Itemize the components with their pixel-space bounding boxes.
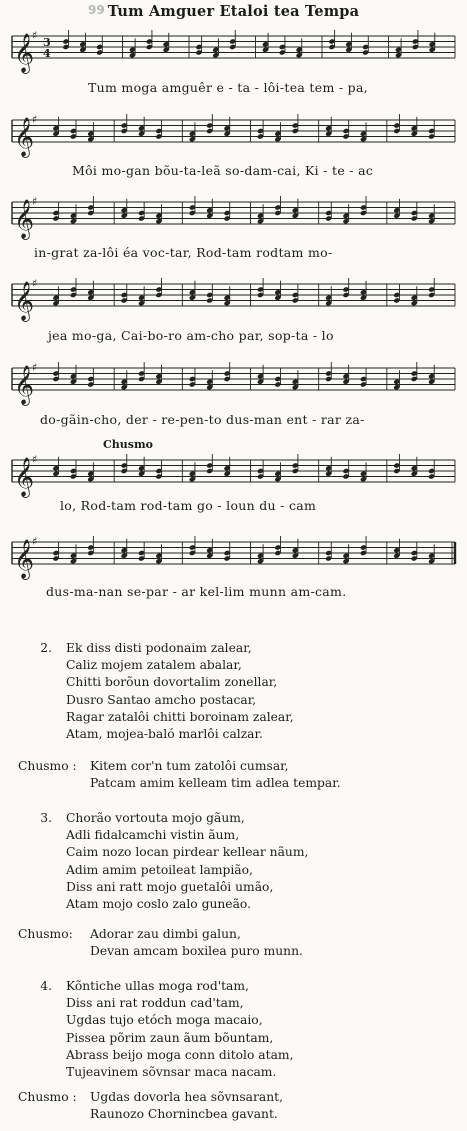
- chorus-line: Raunozo Chornincbea gavant.: [90, 1107, 278, 1122]
- music-system-3: [0, 188, 467, 266]
- page-number: 99: [88, 3, 105, 17]
- verse-line: Ragar zatalôi chitti boroinam zalear,: [66, 709, 294, 724]
- music-system-7: [0, 528, 467, 608]
- svg-text:♯: ♯: [32, 453, 38, 466]
- verse-line: Atam mojo coslo zalo guneão.: [66, 897, 252, 912]
- music-system-6: [0, 438, 467, 522]
- verse-number: 3.: [40, 811, 52, 825]
- music-system-5: [0, 354, 467, 434]
- music-system-1: [0, 22, 467, 100]
- verse-line: Chorão vortouta mojo gãum,: [66, 811, 245, 825]
- verse-number: 4.: [40, 979, 52, 993]
- staff-7: [0, 528, 467, 588]
- lyric-line-5: do-gãin-cho, der - re-pen-to dus-man ent - rar za-: [40, 412, 365, 427]
- chorus-line: Devan amcam boxilea puro munn.: [90, 944, 303, 959]
- svg-text:♯: ♯: [32, 29, 38, 42]
- chorus-line: Patcam amim kelleam tim adlea tempar.: [90, 776, 341, 791]
- lyric-line-4: jea mo-ga, Cai-bo-ro am-cho par, sop-ta - lo: [48, 328, 334, 343]
- verse-line: Caliz mojem zatalem abalar,: [66, 658, 242, 673]
- verse-line: Atam, mojea-baló marlôi calzar.: [66, 727, 263, 742]
- svg-text:𝄞: 𝄞: [14, 365, 35, 405]
- svg-text:♯: ♯: [32, 277, 38, 290]
- chorus-block-2: [0, 758, 467, 798]
- staff-4: [0, 270, 467, 330]
- verse-line: Dusro Santao amcho postacar,: [66, 692, 257, 707]
- lyric-line-6: lo, Rod-tam rod-tam go - loun du - cam: [60, 498, 317, 513]
- staff-2: [0, 106, 467, 166]
- chorus-label: Chusmo :: [18, 1090, 77, 1104]
- verse-line: Ek diss disti podonaim zalear,: [66, 641, 252, 655]
- svg-text:𝄞: 𝄞: [14, 539, 35, 579]
- lyric-line-1: Tum moga amguêr e - ta - lôi-tea tem - pa,: [88, 80, 369, 95]
- svg-text:4: 4: [43, 47, 51, 60]
- svg-text:♯: ♯: [32, 361, 38, 374]
- svg-text:♯: ♯: [32, 113, 38, 126]
- music-system-4: [0, 270, 467, 350]
- chorus-marker: Chusmo: [103, 438, 153, 451]
- svg-text:𝄞: 𝄞: [14, 117, 35, 157]
- verse-line: Ugdas tujo etóch moga macaio,: [66, 1013, 263, 1028]
- chorus-label: Chusmo:: [18, 927, 73, 941]
- chorus-line: Ugdas dovorla hea sõvnsarant,: [90, 1090, 283, 1104]
- verse-line: Diss ani rat roddun cad'tam,: [66, 996, 244, 1011]
- verse-line: Pissea põrim zaun ãum bõuntam,: [66, 1030, 274, 1045]
- verse-line: Diss ani ratt mojo guetalôi umão,: [66, 879, 274, 894]
- staff-5: [0, 354, 467, 414]
- verse-line: Chitti borõun dovortalim zonellar,: [66, 675, 278, 690]
- verse-line: Caim nozo locan pirdear kellear nãum,: [66, 845, 309, 860]
- music-system-2: [0, 106, 467, 184]
- lyric-line-2: Môi mo-gan bõu-ta-leã so-dam-cai, Ki - te - ac: [72, 163, 374, 178]
- verse-3: [0, 810, 467, 930]
- verse-2: [0, 640, 467, 760]
- chorus-label: Chusmo :: [18, 759, 77, 773]
- verse-line: Kõntiche ullas moga rod'tam,: [66, 979, 249, 993]
- chorus-line: Kitem cor'n tum zatolôi cumsar,: [90, 759, 289, 773]
- verse-line: Abrass beijo moga conn ditolo atam,: [66, 1047, 294, 1062]
- verse-4: [0, 978, 467, 1088]
- verse-line: Tujeavinem sõvnsar maca nacam.: [66, 1065, 277, 1080]
- lyric-line-3: in-grat za-lôi éa voc-tar, Rod-tam rodtam mo-: [34, 245, 333, 260]
- svg-text:3: 3: [43, 36, 51, 49]
- chorus-line: Adorar zau dimbi galun,: [90, 927, 241, 941]
- verse-line: Adim amim petoileat lampião,: [66, 862, 253, 877]
- staff-1: [0, 22, 467, 82]
- verse-number: 2.: [40, 641, 52, 655]
- staff-3: [0, 188, 467, 248]
- song-title: Tum Amguer Etaloi tea Tempa: [107, 3, 360, 20]
- svg-text:♯: ♯: [32, 195, 38, 208]
- chorus-block-3: [0, 926, 467, 966]
- svg-text:𝄞: 𝄞: [14, 33, 35, 73]
- chorus-block-4: [0, 1089, 467, 1129]
- svg-text:♯: ♯: [32, 535, 38, 548]
- svg-text:𝄞: 𝄞: [14, 281, 35, 321]
- svg-text:𝄞: 𝄞: [14, 199, 35, 239]
- lyric-line-7: dus-ma-nan se-par - ar kel-lim munn am-cam.: [46, 584, 347, 599]
- verse-line: Adli fidalcamchi vistin ãum,: [66, 828, 240, 843]
- staff-6: [0, 446, 467, 506]
- svg-text:𝄞: 𝄞: [14, 457, 35, 497]
